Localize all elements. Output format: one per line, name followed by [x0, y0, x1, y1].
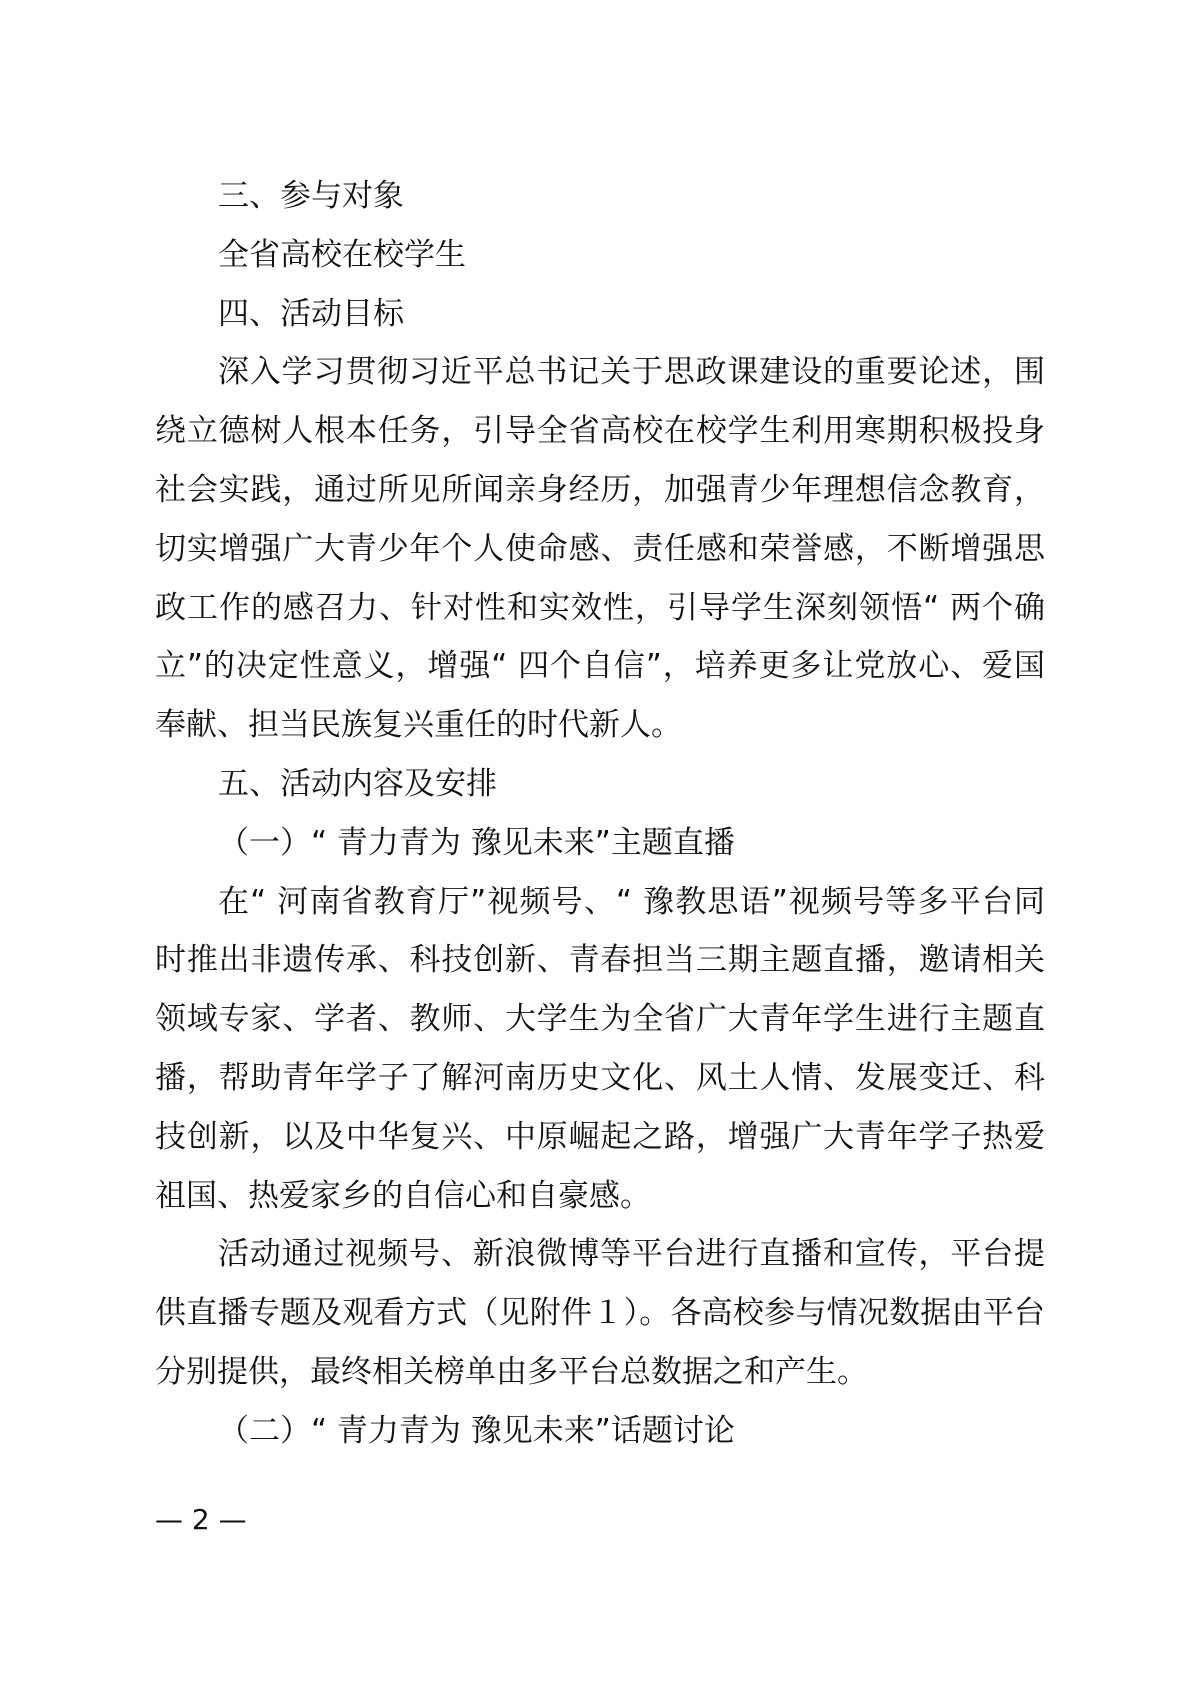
subheading-live-stream: （一）“ 青力青为 豫见未来”主题直播 [218, 824, 735, 861]
section-heading-goals: 四、活动目标 [218, 295, 404, 332]
page-number: — 2 — [155, 1503, 247, 1536]
participants-text: 全省高校在校学生 [218, 236, 466, 273]
platform-paragraph: 活动通过视频号、新浪微博等平台进行直播和宣传，平台提供直播专题及观看方式（见附件１）。各高校参与情况数据由平台分别提供，最终相关榜单由多平台总数据之和产生。 [155, 1236, 1045, 1390]
document-body [155, 167, 1045, 1461]
goals-paragraph: 深入学习贯彻习近平总书记关于思政课建设的重要论述，围绕立德树人根本任务，引导全省高校在校学生利用寒期积极投身社会实践，通过所见所闻亲身经历，加强青少年理想信念教育，切实增强广大青少年个人使命感、责任感和荣誉感，不断增强思政工作的感召力、针对性和实效性，引导学生深刻领悟“ 两个确立”的决定性意义，增强“ 四个自信”，培养更多让党放心、爱国奉献、担当民族复兴重任的时代新人。 [155, 354, 1045, 744]
section-heading-content: 五、活动内容及安排 [218, 765, 497, 802]
subheading-topic-discussion: （二）“ 青力青为 豫见未来”话题讨论 [218, 1412, 735, 1449]
live-stream-paragraph: 在“ 河南省教育厅”视频号、“ 豫教思语”视频号等多平台同时推出非遗传承、科技创新、青春担当三期主题直播，邀请相关领域专家、学者、教师、大学生为全省广大青年学生进行主题直播，帮助青年学子了解河南历史文化、风土人情、发展变迁、科技创新，以及中华复兴、中原崛起之路，增强广大青年学子热爱祖国、热爱家乡的自信心和自豪感。 [155, 883, 1045, 1214]
section-heading-participants: 三、参与对象 [218, 178, 404, 214]
